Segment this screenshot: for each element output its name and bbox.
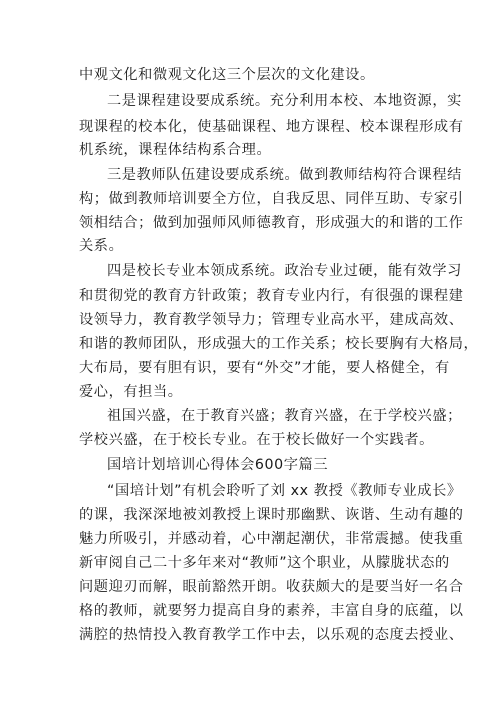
text-line: 现课程的校本化，使基础课程、地方课程、校本课程形成有: [79, 119, 464, 135]
text-line: 构；做到教师培训要全方位，自我反思、同伴互助、专家引: [79, 191, 464, 207]
text-line: 中观文化和微观文化这三个层次的文化建设。: [79, 67, 375, 83]
text-line: 问题迎刃而解，眼前豁然开朗。收获颇大的是要当好一名合: [79, 579, 464, 595]
text-line: 格的教师，就要努力提高自身的素养，丰富自身的底蕴，以: [79, 603, 464, 619]
paragraph-first-line: 四是校长专业本领成系统。政治专业过硬，能有效学习: [107, 263, 462, 279]
text-line: 的课，我深深地被刘教授上课时那幽默、诙谐、生动有趣的: [79, 507, 464, 523]
text-line: 和谐的教师团队，形成强大的工作关系；校长要胸有大格局，: [79, 336, 479, 352]
text-line: 机系统，课程体结构系合理。: [79, 142, 272, 158]
paragraph-first-line: “国培计划”有机会聆听了刘 xx 教授《教师专业成长》: [107, 483, 462, 499]
text-line: 和贯彻党的教育方针政策；教育专业内行，有很强的课程建: [79, 288, 464, 304]
text-line: 新审阅自己二十多年来对“教师”这个职业，从朦胧状态的: [79, 555, 450, 571]
paragraph-first-line: 二是课程建设要成系统。充分利用本校、本地资源，实: [107, 93, 462, 109]
text-line: 关系。: [79, 238, 124, 254]
text-line: 设领导力，教育教学领导力；管理专业高水平，建成高效、: [79, 312, 464, 328]
paragraph-first-line: 祖国兴盛，在于教育兴盛；教育兴盛，在于学校兴盛；: [107, 408, 462, 424]
text-line: 魅力所吸引，并感动着，心中潮起潮伏，非常震撼。使我重: [79, 531, 464, 547]
text-line: 大布局，要有胆有识，要有“外交”才能，要人格健全，有: [79, 360, 450, 376]
text-line: 满腔的热情投入教育教学工作中去，以乐观的态度去授业、: [79, 627, 464, 643]
text-line: 爱心，有担当。: [79, 384, 183, 400]
text-line: 领相结合；做到加强师风师德教育，形成强大的和谐的工作: [79, 215, 464, 231]
paragraph-first-line: 三是教师队伍建设要成系统。做到教师结构符合课程结: [107, 167, 462, 183]
section-heading: 国培计划培训心得体会600字篇三: [107, 457, 329, 473]
text-line: 学校兴盛，在于校长专业。在于校长做好一个实践者。: [79, 432, 434, 448]
